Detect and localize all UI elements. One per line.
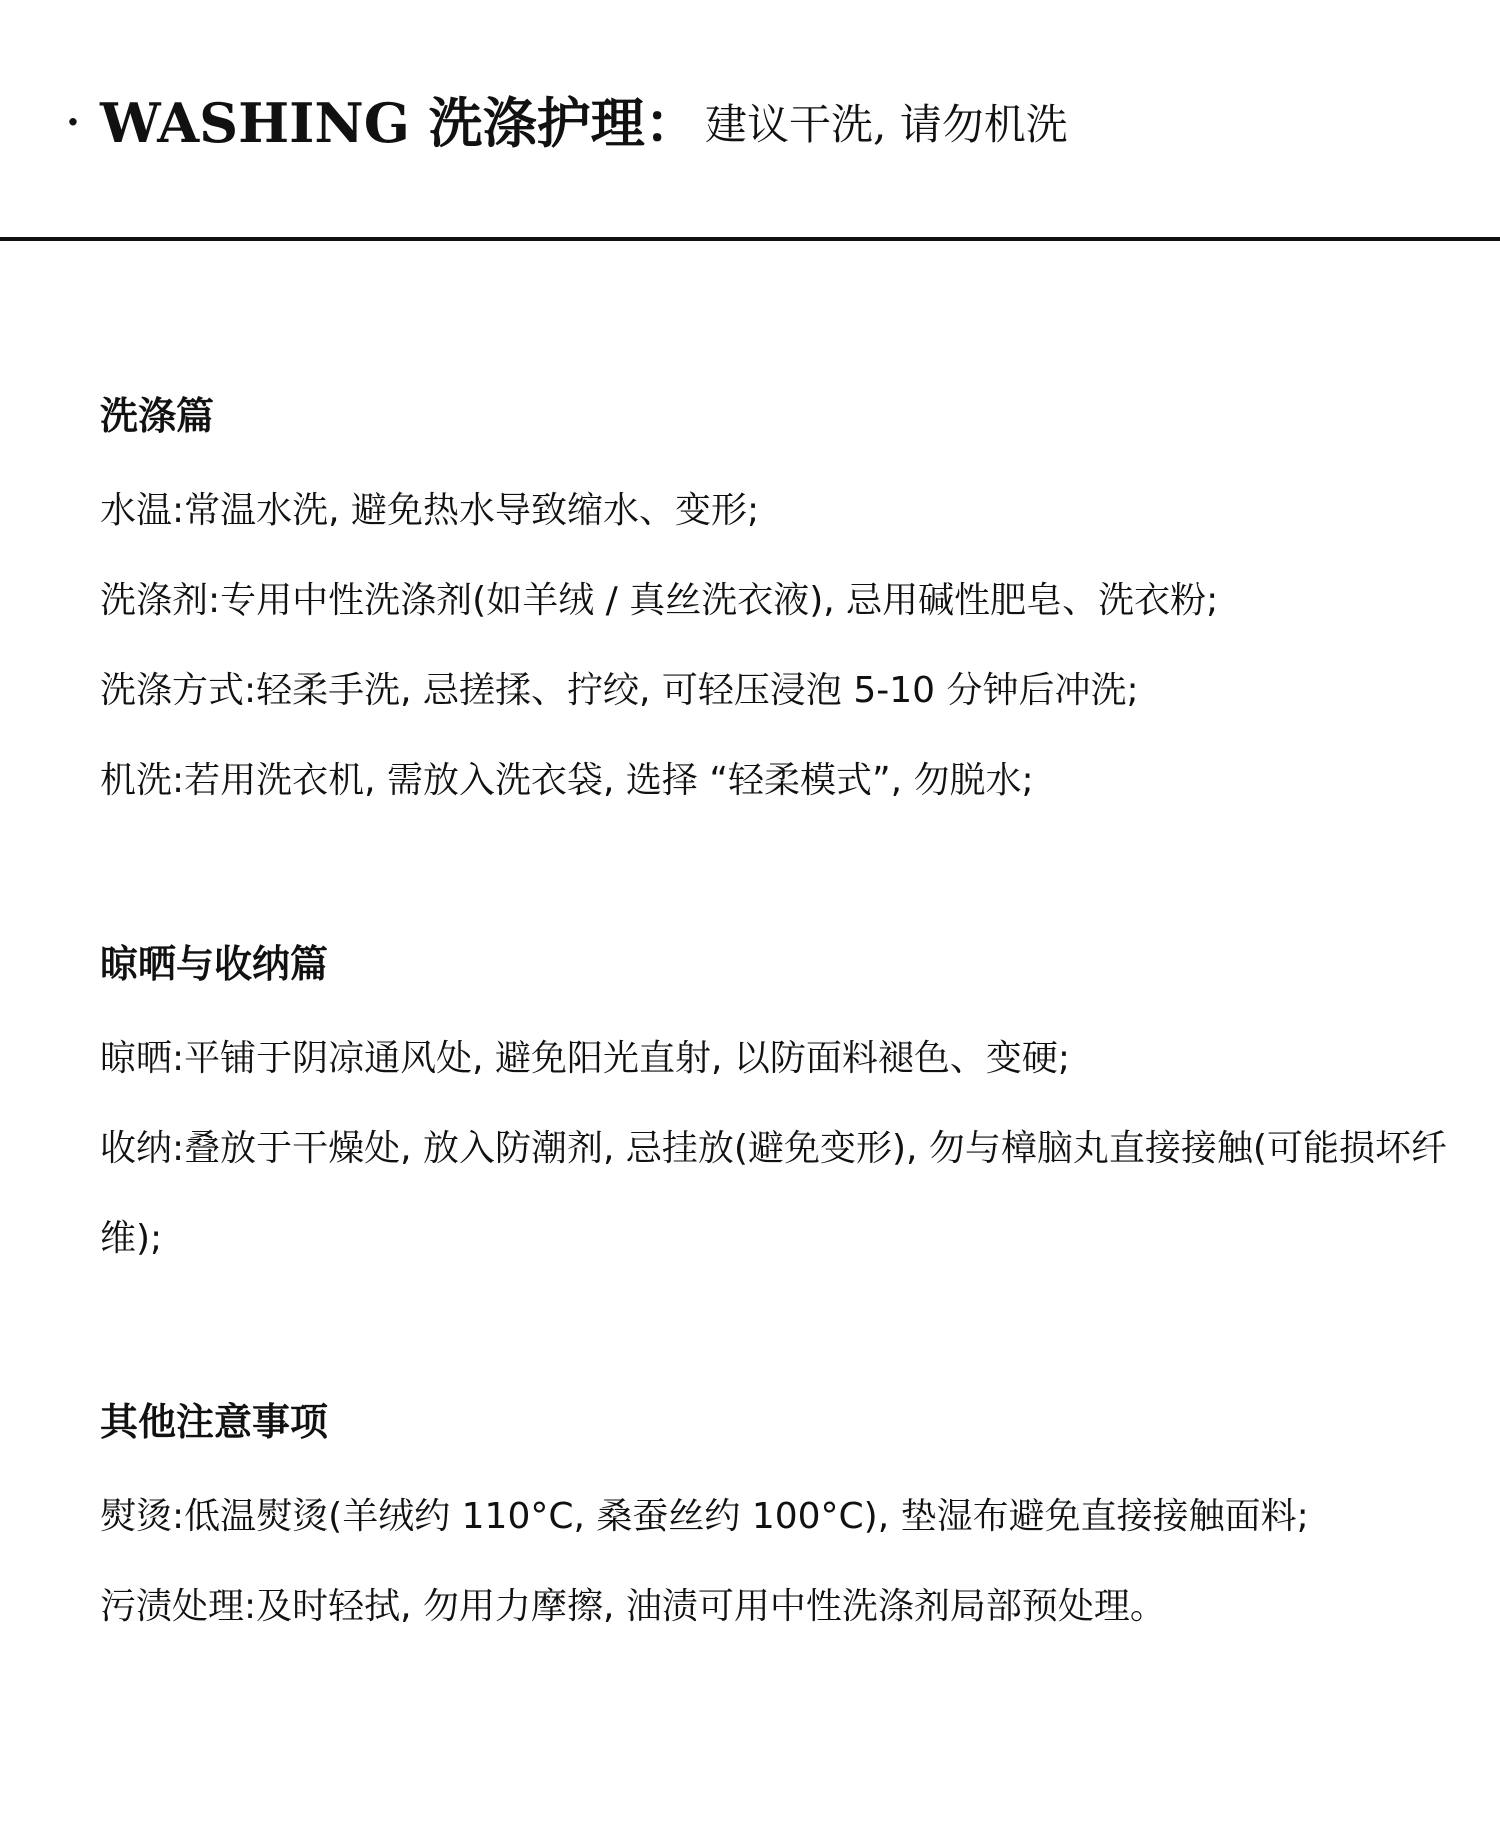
item-label: 污渍处理 xyxy=(100,1586,245,1627)
section-washing xyxy=(100,380,1470,826)
list-item xyxy=(100,1472,1470,1562)
header-divider xyxy=(0,237,1500,241)
section-drying-storage xyxy=(100,928,1470,1284)
item-separator: : xyxy=(244,1586,257,1627)
item-separator: : xyxy=(172,1038,185,1079)
list-item xyxy=(100,736,1470,826)
item-separator: : xyxy=(172,1128,185,1169)
list-item xyxy=(100,466,1470,556)
item-label: 水温 xyxy=(100,490,173,531)
item-label: 机洗 xyxy=(100,760,173,801)
item-text: 轻柔手洗, 忌搓揉、拧绞, 可轻压浸泡 5-10 分钟后冲洗; xyxy=(256,670,1139,711)
section-title: 其他注意事项 xyxy=(100,1399,329,1444)
item-separator: : xyxy=(172,490,185,531)
header xyxy=(0,0,1500,240)
item-text: 及时轻拭, 勿用力摩擦, 油渍可用中性洗涤剂局部预处理。 xyxy=(256,1586,1166,1627)
item-label: 熨烫 xyxy=(100,1496,173,1537)
item-label: 晾晒 xyxy=(100,1038,173,1079)
item-separator: : xyxy=(172,1496,185,1537)
item-separator: : xyxy=(244,670,257,711)
list-item xyxy=(100,556,1470,646)
item-text: 若用洗衣机, 需放入洗衣袋, 选择 “轻柔模式”, 勿脱水; xyxy=(184,760,1034,801)
header-bullet: · xyxy=(66,99,80,146)
item-text: 常温水洗, 避免热水导致缩水、变形; xyxy=(184,490,760,531)
page-title: WASHING 洗涤护理： xyxy=(100,91,699,155)
item-text: 平铺于阴凉通风处, 避免阳光直射, 以防面料褪色、变硬; xyxy=(184,1038,1071,1079)
section-other-notes xyxy=(100,1386,1470,1652)
item-text: 低温熨烫(羊绒约 110°C, 桑蚕丝约 100°C), 垫湿布避免直接接触面料; xyxy=(184,1496,1309,1537)
item-text: 专用中性洗涤剂(如羊绒 / 真丝洗衣液), 忌用碱性肥皂、洗衣粉; xyxy=(220,580,1219,621)
list-item xyxy=(100,1562,1470,1652)
item-text: 叠放于干燥处, 放入防潮剂, 忌挂放(避免变形), 勿与樟脑丸直接接触(可能损坏纤维); xyxy=(100,1128,1447,1259)
item-label: 洗涤剂 xyxy=(100,580,209,621)
item-label: 收纳 xyxy=(100,1128,173,1169)
care-instructions xyxy=(100,380,1470,1754)
list-item xyxy=(100,1104,1470,1284)
item-separator: : xyxy=(172,760,185,801)
list-item xyxy=(100,1014,1470,1104)
list-item xyxy=(100,646,1470,736)
item-separator: : xyxy=(208,580,221,621)
section-title: 洗涤篇 xyxy=(100,393,215,438)
section-title: 晾晒与收纳篇 xyxy=(100,941,329,986)
washing-recommendation: 建议干洗, 请勿机洗 xyxy=(705,100,1068,149)
item-label: 洗涤方式 xyxy=(100,670,245,711)
